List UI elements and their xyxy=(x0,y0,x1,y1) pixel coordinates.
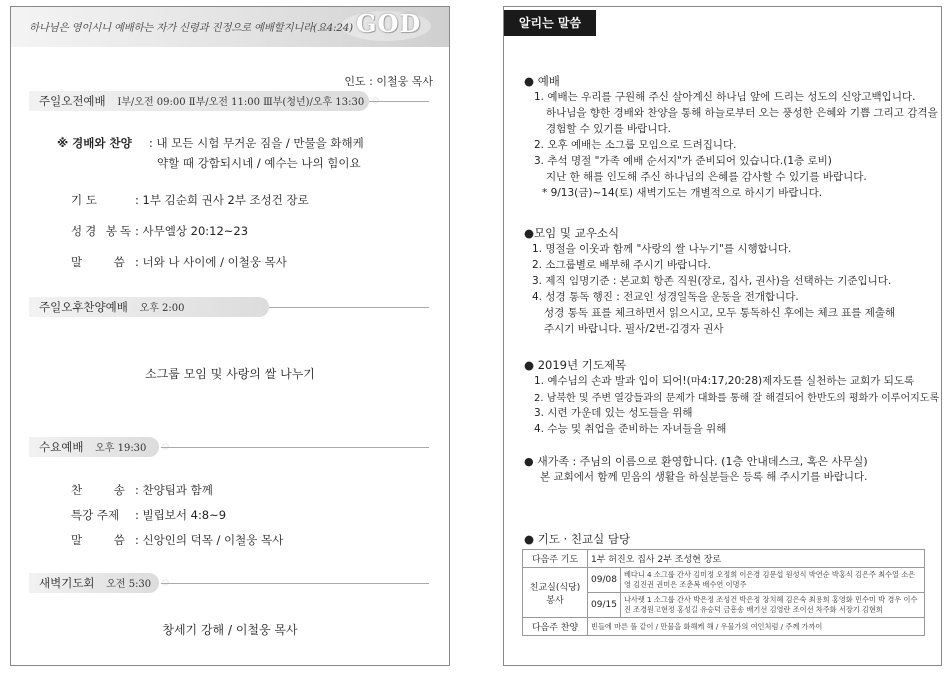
duty-date: 09/08 xyxy=(588,568,621,593)
next-prayer-text: 1부 허진오 집사 2부 조성현 장로 xyxy=(588,550,925,568)
sermon-label: 말 씀 xyxy=(71,255,125,269)
worship-line: 3. 추석 명절 "가족 예배 순서지"가 준비되어 있습니다.(1층 로비) xyxy=(534,155,832,167)
duty-section-title: ● 기도 · 친교실 담당 xyxy=(524,532,631,546)
prayer-row xyxy=(71,192,309,208)
dawn-content: 창세기 강해 / 이철웅 목사 xyxy=(162,623,298,637)
meeting-line: 2. 소그룹별로 배부해 주시기 바랍니다. xyxy=(532,259,711,271)
afternoon-service-time: 오후 2:00 xyxy=(139,303,185,314)
sermon-text: : 너와 나 사이에 / 이철웅 목사 xyxy=(135,255,287,269)
wed-special-text: : 빌립보서 4:8~9 xyxy=(135,508,227,522)
newcomer-line: 본 교회에서 함께 믿음의 생활을 하실분들은 등록 해 주시기를 바랍니다. xyxy=(540,471,868,483)
afternoon-service-title: 주일오후찬양예배 xyxy=(39,300,128,314)
prayer-line: 1. 예수님의 손과 발과 입이 되어!(마4:17,20:28)제자도를 실천하는 교회가 되도록 xyxy=(534,375,915,387)
divider xyxy=(161,447,429,448)
hymn-label: ※ 경배와 찬양 xyxy=(57,136,132,150)
worship-line: * 9/13(금)~14(토) 새벽기도는 개별적으로 하시기 바랍니다. xyxy=(542,187,823,199)
header-banner xyxy=(11,7,449,47)
wed-special-row xyxy=(71,507,226,523)
meeting-section-title: ●모임 및 교우소식 xyxy=(524,226,620,240)
divider xyxy=(369,101,429,102)
meeting-line: 주시기 바랍니다. 필사/2번-김경자 권사 xyxy=(544,323,724,335)
divider xyxy=(161,583,429,584)
dawn-service-bar xyxy=(29,573,159,593)
announcements-tag: 알리는 말씀 xyxy=(504,10,596,36)
worship-section-title: ● 예배 xyxy=(524,74,560,88)
wednesday-service-title: 수요예배 xyxy=(39,440,84,454)
meeting-line: 성경 통독 표를 체크하면서 읽으시고, 모두 통독하신 후에는 체크 표를 제출해 xyxy=(544,307,896,319)
reading-row xyxy=(71,223,248,239)
meeting-line: 1. 명절을 이웃과 함께 "사랑의 쌀 나누기"를 시행합니다. xyxy=(532,243,792,255)
prayer-section-title: ● 2019년 기도제목 xyxy=(524,358,627,372)
worship-line: 경험할 수 있기를 바랍니다. xyxy=(546,123,671,135)
duty-text: 베다니 4 소그룹 간사 김미정 오정희 이은경 김문섭 원성식 박연순 박홍식 김은주 최수열 소은영 김진권 권미은 조춘복 배수연 이명주 xyxy=(620,568,924,593)
leader-text: 인도 : 이철웅 목사 xyxy=(344,75,433,88)
wed-sermon-label: 말 씀 xyxy=(71,533,125,547)
duty-table xyxy=(522,549,925,636)
morning-service-bar xyxy=(29,91,369,111)
afternoon-content: 소그룹 모임 및 사랑의 쌀 나누기 xyxy=(145,367,315,381)
worship-line: 1. 예배는 우리를 구원해 주신 살아계신 하나님 앞에 드리는 성도의 신앙고백입니다. xyxy=(534,91,916,103)
newcomer-section-title: ● 새가족 : 주님의 이름으로 환영합니다. (1층 안내데스크, 혹은 사무실) xyxy=(524,455,868,468)
dawn-service-time: 오전 5:30 xyxy=(106,579,152,590)
prayer-line: 4. 수능 및 취업을 준비하는 자녀들을 위해 xyxy=(534,423,727,435)
wednesday-service-bar xyxy=(29,437,159,457)
wed-hymn-label: 찬 송 xyxy=(71,483,125,497)
worship-line: 하나님을 향한 경배와 찬양을 통해 하늘로부터 오는 풍성한 은혜와 기쁨 그리고 감격을 xyxy=(546,107,938,119)
fellowship-label: 친교실(식당) 봉사 xyxy=(523,568,588,618)
table-row xyxy=(523,550,925,568)
next-praise-text: 빈들에 마른 풀 같이 / 만물을 화해케 해 / 우물가의 여인처럼 / 주께 가까이 xyxy=(588,618,925,636)
wed-hymn-row xyxy=(71,482,213,498)
prayer-text: : 1부 김순희 권사 2부 조성건 장로 xyxy=(135,193,309,207)
prayer-label: 기 도 xyxy=(71,193,97,207)
table-row xyxy=(523,568,925,593)
reading-label: 성경 봉독 xyxy=(71,224,135,238)
announcements-panel xyxy=(503,6,942,666)
duty-date: 09/15 xyxy=(588,593,621,618)
wed-sermon-row xyxy=(71,532,283,548)
prayer-line: 3. 시련 가운데 있는 성도들을 위해 xyxy=(534,407,693,419)
dawn-service-title: 새벽기도회 xyxy=(39,576,95,590)
duty-text: 나사렛 1 소그룹 간사 박은정 조성건 박은정 장치혜 김은숙 최용희 홍영화 민수미 박 경우 이수진 조경원고현정 홍성길 유승덕 금흥송 배기선 김영란 조이선 차주화 서장기 김현희 xyxy=(620,593,924,618)
worship-line: 지난 한 해를 인도해 주신 하나님의 은혜를 감사할 수 있기를 바랍니다. xyxy=(546,171,867,183)
table-row xyxy=(523,618,925,636)
meeting-line: 3. 제직 임명기준 : 본교회 항존 직원(장로, 집사, 권사)을 선택하는 기준입니다. xyxy=(532,275,892,287)
meeting-line: 4. 성경 통독 행진 : 전교인 성경일독을 운동을 전개합니다. xyxy=(532,291,799,303)
sermon-row xyxy=(71,254,287,270)
god-logo: GOD xyxy=(356,9,422,38)
wed-hymn-text: : 찬양팀과 함께 xyxy=(135,483,213,497)
reading-text: : 사무엘상 20:12~23 xyxy=(135,224,249,238)
motto-text: 하나님은 영이시니 예배하는 자가 신령과 진정으로 예배할지니라(요4:24) xyxy=(29,22,353,34)
hymn-line-2: 약할 때 강함되시네 / 예수는 나의 힘이요 xyxy=(157,156,361,170)
next-prayer-label: 다음주 기도 xyxy=(523,550,588,568)
hymn-row xyxy=(57,135,364,151)
worship-line: 2. 오후 예배는 소그룹 모임으로 드려집니다. xyxy=(534,139,737,151)
wed-special-label: 특강 주제 xyxy=(71,508,120,522)
prayer-line: 2. 남북한 및 주변 열강들과의 문제가 대화를 통해 잘 해결되어 한반도의 평화가 이루어지도록 xyxy=(534,393,940,404)
wed-sermon-text: : 신앙인의 덕목 / 이철웅 목사 xyxy=(135,533,284,547)
next-praise-label: 다음주 찬양 xyxy=(523,618,588,636)
worship-order-panel xyxy=(10,6,450,666)
hymn-line-1: : 내 모든 시험 무거운 짐을 / 만물을 화해케 xyxy=(149,136,364,150)
divider xyxy=(269,307,429,308)
wednesday-service-time: 오후 19:30 xyxy=(95,443,147,454)
afternoon-service-bar xyxy=(29,297,269,317)
morning-service-title: 주일오전예배 xyxy=(39,94,106,108)
morning-service-times: Ⅰ부/오전 09:00 Ⅱ부/오전 11:00 Ⅲ부(청년)/오후 13:30 xyxy=(117,97,365,108)
